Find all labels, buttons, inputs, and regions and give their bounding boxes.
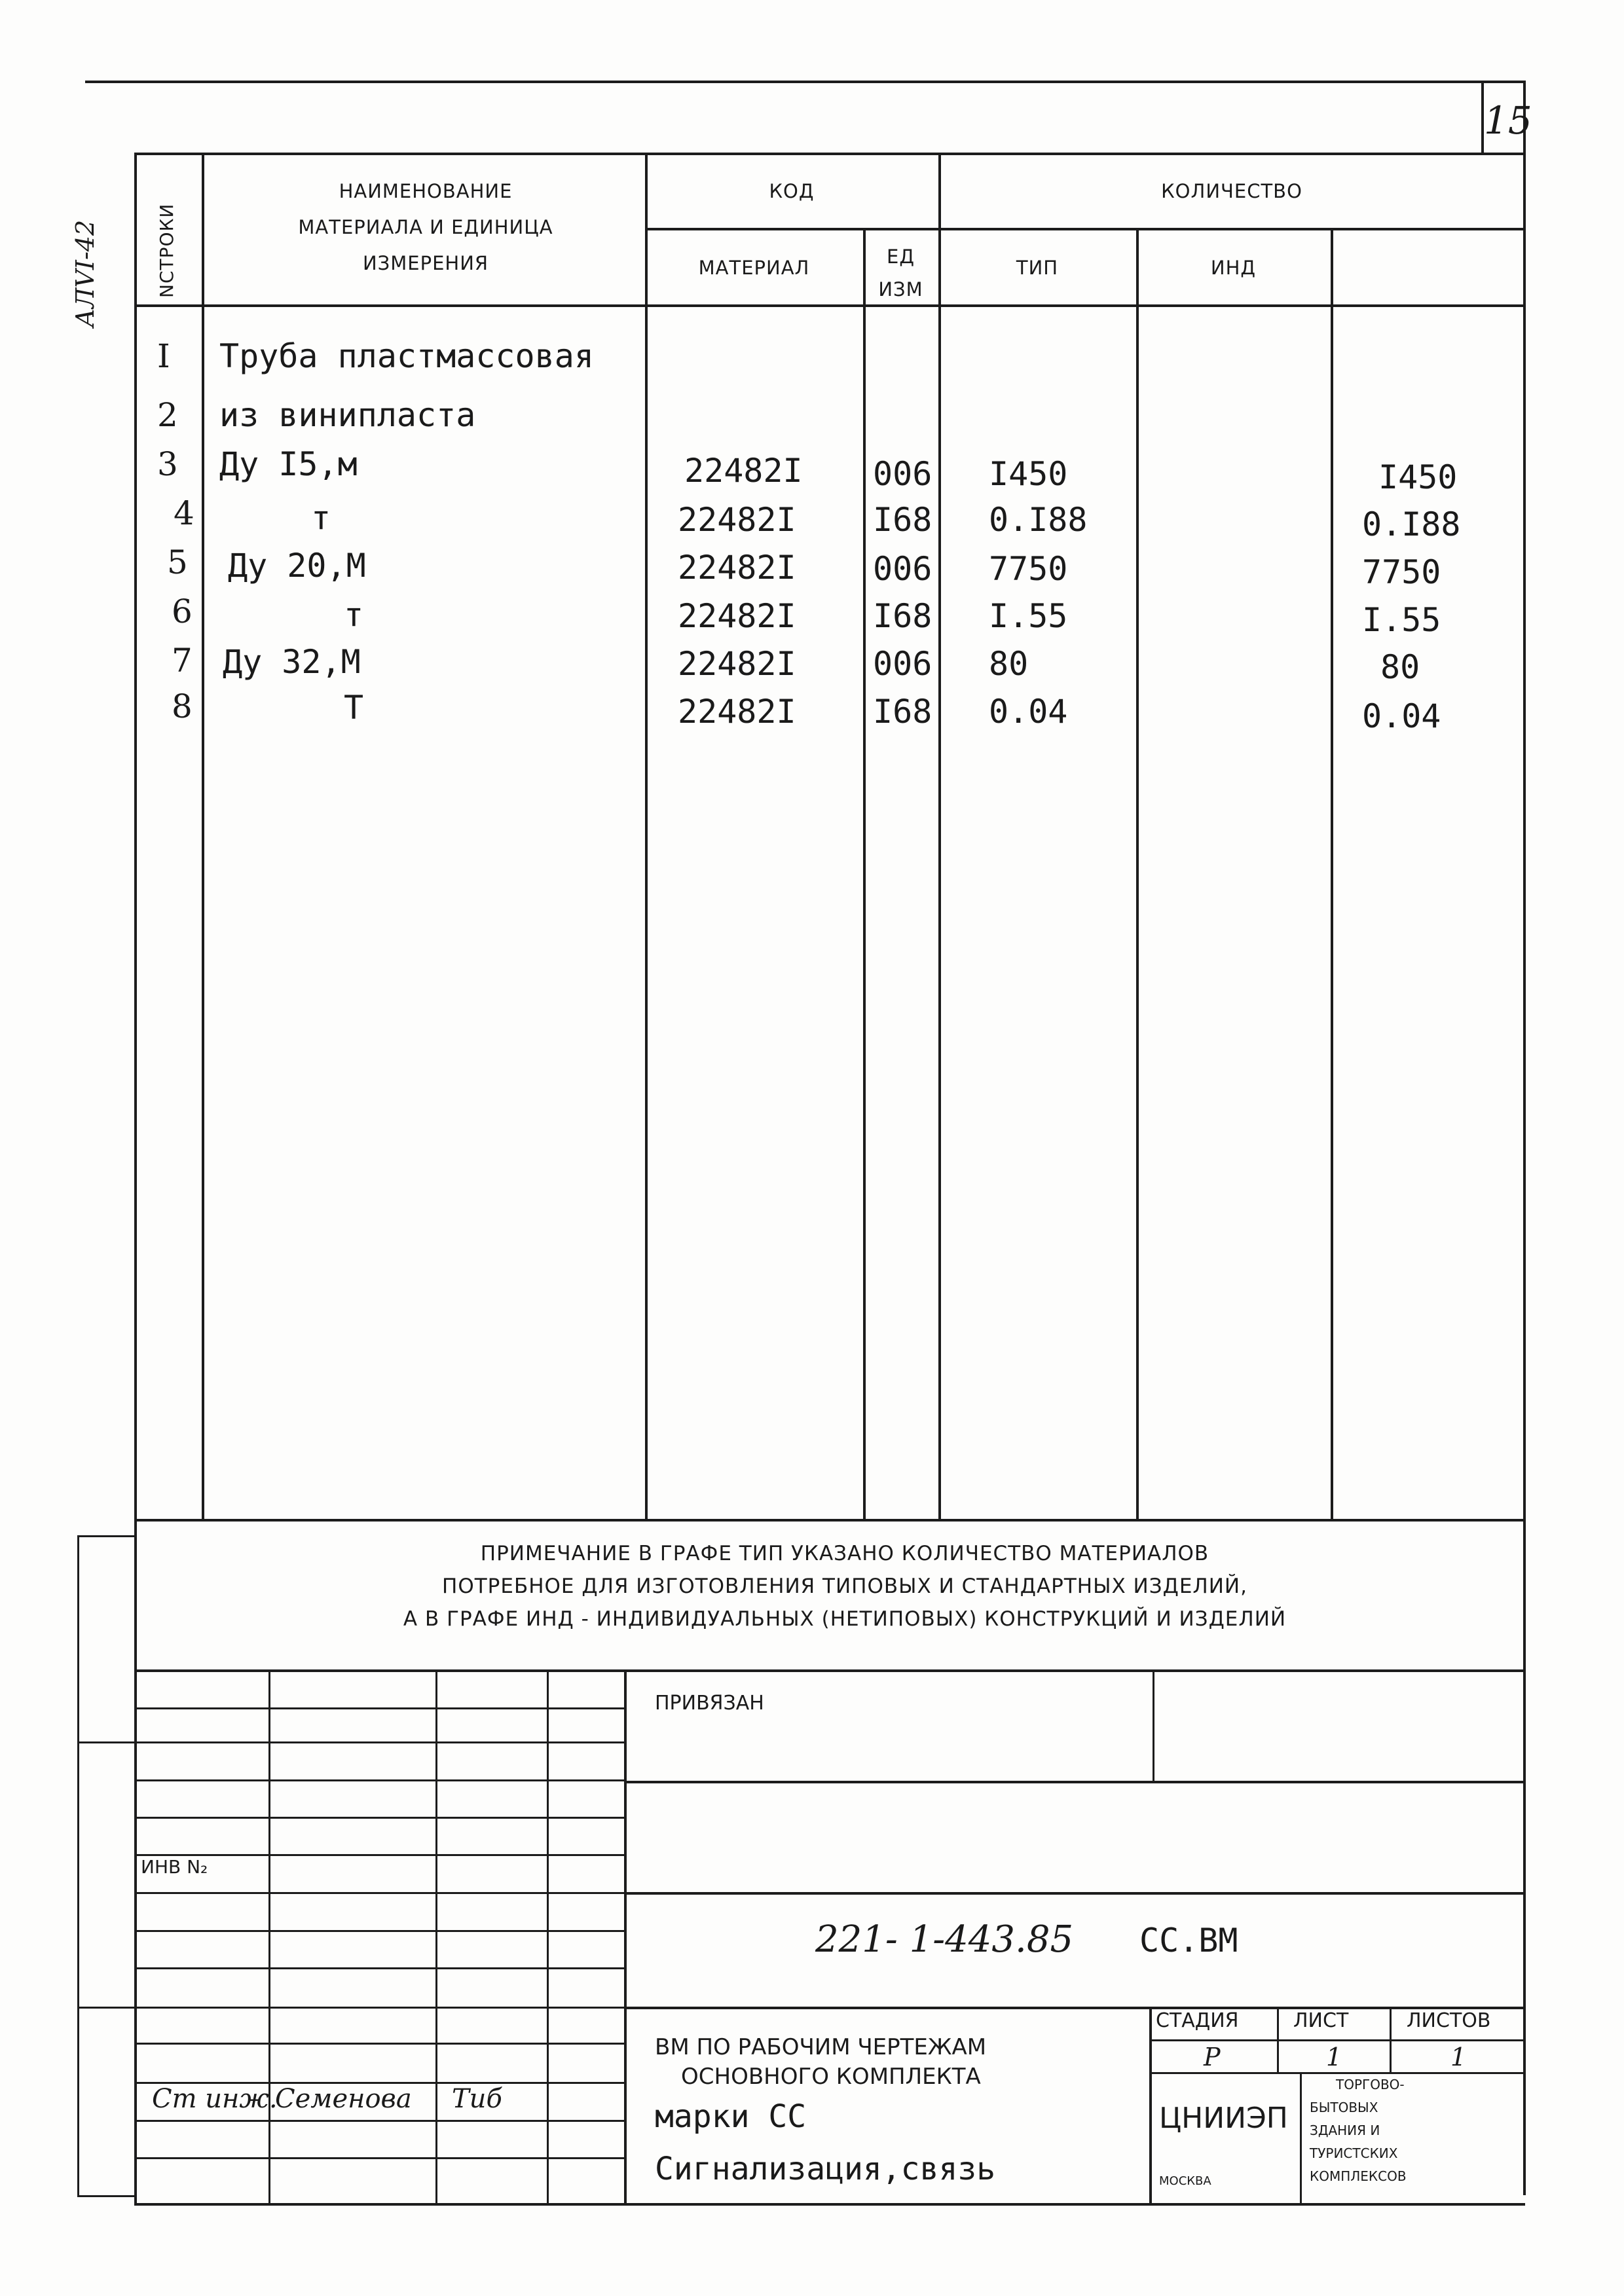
header-tip: ТИП bbox=[1016, 257, 1059, 279]
row-number: 5 bbox=[167, 543, 188, 581]
privyazan-label: ПРИВЯЗАН bbox=[655, 1692, 764, 1715]
title-divider bbox=[1149, 2007, 1152, 2203]
row-unit: 006 bbox=[873, 550, 932, 588]
col-nstroki bbox=[202, 153, 204, 1519]
row-number: 7 bbox=[172, 642, 193, 680]
row-unit: 006 bbox=[873, 645, 932, 683]
inv-no-label: ИНВ N₂ bbox=[141, 1856, 208, 1878]
row-name: т bbox=[344, 596, 364, 634]
title-line-4: Сигнализация,связь bbox=[655, 2151, 996, 2187]
top-border bbox=[85, 81, 1526, 83]
row-material: 22482I bbox=[678, 501, 796, 539]
row-unit: I68 bbox=[873, 597, 932, 635]
row-total: 7750 bbox=[1362, 553, 1441, 591]
header-nstroki: NСТРОКИ bbox=[156, 203, 177, 298]
row-name: т bbox=[311, 499, 331, 537]
col-name bbox=[645, 153, 648, 1519]
title-line-2: ОСНОВНОГО КОМПЛЕКТА bbox=[681, 2064, 981, 2090]
row-number: 3 bbox=[157, 445, 178, 483]
row-name: Ду 32,М bbox=[223, 643, 361, 681]
page-number: 15 bbox=[1484, 98, 1532, 143]
margin-strip-tick bbox=[77, 2007, 136, 2009]
row-material: 22482I bbox=[684, 452, 803, 490]
col-tip bbox=[1136, 228, 1139, 1519]
row-total: 0.04 bbox=[1362, 697, 1441, 735]
header-ed-line1: ЕД bbox=[887, 246, 915, 268]
header-name-line3: ИЗМЕРЕНИЯ bbox=[362, 252, 489, 274]
row-material: 22482I bbox=[678, 693, 796, 731]
right-border bbox=[1523, 81, 1526, 2195]
dept-line-3: ЗДАНИЯ И bbox=[1310, 2123, 1380, 2138]
stamp-row bbox=[134, 1892, 624, 1894]
margin-strip-tick bbox=[77, 1535, 136, 1537]
row-tip: 0.I88 bbox=[989, 501, 1088, 539]
signer-role: Ст инж. bbox=[152, 2084, 278, 2114]
row-total: I450 bbox=[1378, 458, 1458, 496]
row-name: Т bbox=[344, 689, 364, 727]
stadiya-label: СТАДИЯ bbox=[1156, 2009, 1239, 2032]
signature: Тиб bbox=[452, 2084, 502, 2114]
row-unit: I68 bbox=[873, 501, 932, 539]
row-number: 4 bbox=[174, 494, 194, 532]
row-number: I bbox=[157, 337, 170, 375]
stamp-row bbox=[134, 1930, 624, 1932]
header-kod: КОД bbox=[769, 180, 815, 202]
doc-code-hand: 221- 1-443.85 bbox=[815, 1918, 1074, 1961]
col-ind bbox=[1331, 228, 1333, 1519]
stamp-row bbox=[134, 1741, 624, 1743]
col-material bbox=[863, 228, 866, 1519]
header-mid bbox=[645, 228, 1525, 230]
row-material: 22482I bbox=[678, 645, 796, 683]
stamp-row bbox=[134, 2157, 624, 2159]
note-line-2: ПОТРЕБНОЕ ДЛЯ ИЗГОТОВЛЕНИЯ ТИПОВЫХ И СТАНДАРТНЫХ ИЗДЕЛИЙ, bbox=[442, 1575, 1247, 1598]
header-material: МАТЕРИАЛ bbox=[698, 257, 810, 279]
header-ed-line2: ИЗМ bbox=[878, 278, 923, 301]
row-name: Труба пластмассовая bbox=[219, 337, 594, 375]
dept-line-5: КОМПЛЕКСОВ bbox=[1310, 2168, 1407, 2184]
stamp-row bbox=[134, 2007, 624, 2009]
stamp-row bbox=[134, 1967, 624, 1969]
org-city: МОСКВА bbox=[1159, 2174, 1211, 2188]
stage-col bbox=[1390, 2007, 1392, 2072]
row-material: 22482I bbox=[678, 597, 796, 635]
margin-strip-line bbox=[77, 1535, 79, 2196]
header-bottom bbox=[134, 304, 1525, 307]
stage-row bbox=[1149, 2072, 1525, 2074]
row-total: 80 bbox=[1380, 648, 1420, 686]
stamp-col bbox=[268, 1669, 270, 2205]
row-tip: 7750 bbox=[989, 550, 1068, 588]
row-material: 22482I bbox=[678, 549, 796, 587]
note-line-1: ПРИМЕЧАНИЕ В ГРАФЕ ТИП УКАЗАНО КОЛИЧЕСТВО МАТЕРИАЛОВ bbox=[480, 1542, 1209, 1565]
side-label: АЛVI-42 bbox=[71, 219, 100, 327]
note-line-3: А В ГРАФЕ ИНД - ИНДИВИДУАЛЬНЫХ (НЕТИПОВЫХ) КОНСТРУКЦИЙ И ИЗДЕЛИЙ bbox=[403, 1607, 1287, 1631]
signer-name: Семенова bbox=[275, 2084, 412, 2114]
stamp-col bbox=[435, 1669, 437, 2205]
row-number: 2 bbox=[157, 396, 178, 434]
org-col bbox=[1300, 2072, 1302, 2203]
stamp-row bbox=[134, 1779, 624, 1781]
stamp-row bbox=[134, 1854, 624, 1856]
stamp-divider bbox=[624, 1669, 627, 2205]
stamp-row bbox=[134, 1817, 624, 1819]
table-body-bottom bbox=[134, 1519, 1525, 1522]
org-name: ЦНИИЭП bbox=[1159, 2102, 1288, 2135]
privyazan-divider bbox=[1153, 1669, 1154, 1781]
table-left bbox=[134, 153, 137, 2205]
header-name-line1: НАИМЕНОВАНИЕ bbox=[339, 180, 513, 202]
dept-line-4: ТУРИСТСКИХ bbox=[1310, 2145, 1398, 2161]
stamp-col bbox=[547, 1669, 549, 2205]
listov-label: ЛИСТОВ bbox=[1407, 2009, 1491, 2032]
row-name: Ду I5,м bbox=[219, 445, 358, 483]
header-name-line2: МАТЕРИАЛА И ЕДИНИЦА bbox=[298, 216, 553, 238]
stamp-top bbox=[134, 1669, 1525, 1672]
stamp-bottom bbox=[134, 2203, 1525, 2206]
row-name: из винипласта bbox=[219, 396, 476, 434]
header-ind: ИНД bbox=[1210, 257, 1257, 279]
stamp-row bbox=[134, 1707, 624, 1709]
title-line-1: ВМ ПО РАБОЧИМ ЧЕРТЕЖАМ bbox=[655, 2034, 987, 2060]
stamp-row-right bbox=[624, 1892, 1525, 1895]
row-total: I.55 bbox=[1362, 601, 1441, 639]
row-number: 6 bbox=[172, 592, 193, 630]
table-top bbox=[134, 153, 1525, 155]
stamp-row-right bbox=[624, 1781, 1525, 1783]
row-tip: I.55 bbox=[989, 597, 1068, 635]
stadiya-value: Р bbox=[1204, 2043, 1221, 2071]
margin-strip-tick bbox=[77, 1741, 136, 1743]
stamp-row bbox=[134, 2120, 624, 2122]
col-unit bbox=[938, 153, 941, 1519]
row-unit: 006 bbox=[873, 455, 932, 493]
row-total: 0.I88 bbox=[1362, 505, 1461, 543]
row-number: 8 bbox=[172, 687, 193, 725]
doc-code-type: СС.ВМ bbox=[1139, 1922, 1238, 1959]
list-value: 1 bbox=[1326, 2043, 1342, 2071]
row-unit: I68 bbox=[873, 693, 932, 731]
dept-line-1: ТОРГОВО- bbox=[1336, 2077, 1405, 2092]
row-tip: 80 bbox=[989, 645, 1029, 683]
stage-row bbox=[1149, 2039, 1525, 2041]
listov-value: 1 bbox=[1450, 2043, 1467, 2071]
row-tip: I450 bbox=[989, 455, 1068, 493]
stamp-row bbox=[134, 2043, 624, 2045]
row-tip: 0.04 bbox=[989, 693, 1068, 731]
list-label: ЛИСТ bbox=[1293, 2009, 1349, 2032]
margin-strip-tick bbox=[77, 2195, 136, 2197]
dept-line-2: БЫТОВЫХ bbox=[1310, 2100, 1378, 2115]
row-name: Ду 20,М bbox=[228, 547, 366, 585]
title-line-3: марки СС bbox=[655, 2098, 807, 2135]
header-kolichestvo: КОЛИЧЕСТВО bbox=[1161, 180, 1302, 202]
stage-col bbox=[1277, 2007, 1279, 2072]
